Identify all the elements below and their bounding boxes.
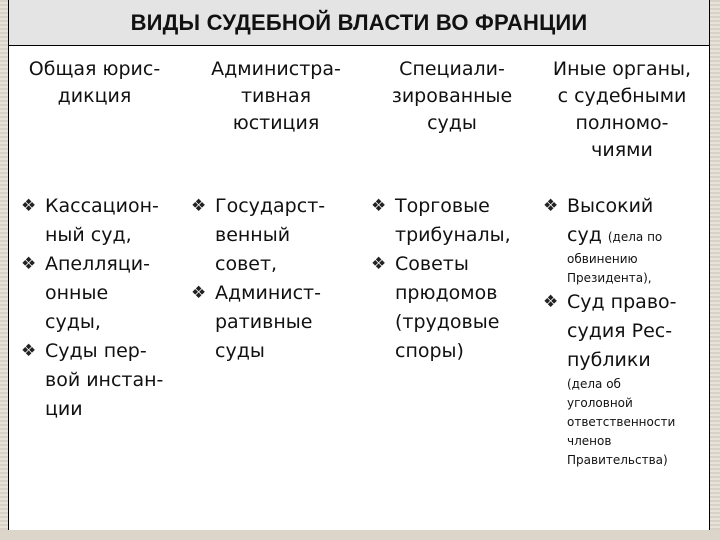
list-item-note: (дела по (607, 230, 663, 244)
diamond-bullet-icon: ❖ (21, 341, 37, 361)
list-item (543, 192, 705, 288)
diamond-bullet-icon: ❖ (371, 196, 387, 216)
column-heading: Иные органы, с судебными полномо- чиями (552, 58, 692, 161)
list-item (191, 192, 366, 279)
column-heading: Специали- зированные суды (391, 58, 513, 134)
list-item-text: Суд право- судия Рес- публики (567, 291, 677, 371)
column-list (191, 192, 366, 366)
list-item-note: обвинению Президента), (567, 252, 652, 285)
content-frame (8, 46, 710, 530)
diamond-bullet-icon: ❖ (543, 292, 559, 312)
diamond-bullet-icon: ❖ (191, 283, 207, 303)
list-item-text: Государст- венный совет, (215, 195, 326, 275)
list-item-text: Апелляци- онные суды, (45, 253, 150, 333)
column-list (371, 192, 543, 366)
list-item (371, 192, 543, 250)
list-item-text: Высокий суд (567, 195, 654, 246)
list-item (21, 250, 191, 337)
list-item-text: Админист- ративные суды (215, 282, 321, 362)
column-heading: Общая юрис- дикция (28, 58, 161, 107)
diamond-bullet-icon: ❖ (191, 196, 207, 216)
column-heading: Администра- тивная юстиция (211, 58, 341, 134)
list-item (21, 192, 191, 250)
list-item (191, 279, 366, 366)
slide-bottom-edge (0, 530, 720, 540)
title-box (8, 0, 710, 46)
diamond-bullet-icon: ❖ (21, 254, 37, 274)
slide-left-edge (0, 0, 8, 540)
slide-title: ВИДЫ СУДЕБНОЙ ВЛАСТИ ВО ФРАНЦИИ (130, 9, 588, 35)
diamond-bullet-icon: ❖ (543, 196, 559, 216)
list-item (21, 337, 191, 424)
list-item-text: Суды пер- вой инстан- ции (45, 340, 164, 420)
list-item (543, 288, 705, 470)
list-item (371, 250, 543, 366)
list-item-note: (дела об уголовной ответственности членов Правительства) (567, 377, 676, 467)
list-item-text: Кассацион- ный суд, (45, 195, 159, 246)
list-item-text: Советы прюдомов (трудовые споры) (395, 253, 500, 362)
slide-right-edge (710, 0, 720, 540)
list-item-text: Торговые трибуналы, (395, 195, 511, 246)
column-list (543, 192, 705, 470)
column-list (21, 192, 191, 424)
diamond-bullet-icon: ❖ (21, 196, 37, 216)
diamond-bullet-icon: ❖ (371, 254, 387, 274)
